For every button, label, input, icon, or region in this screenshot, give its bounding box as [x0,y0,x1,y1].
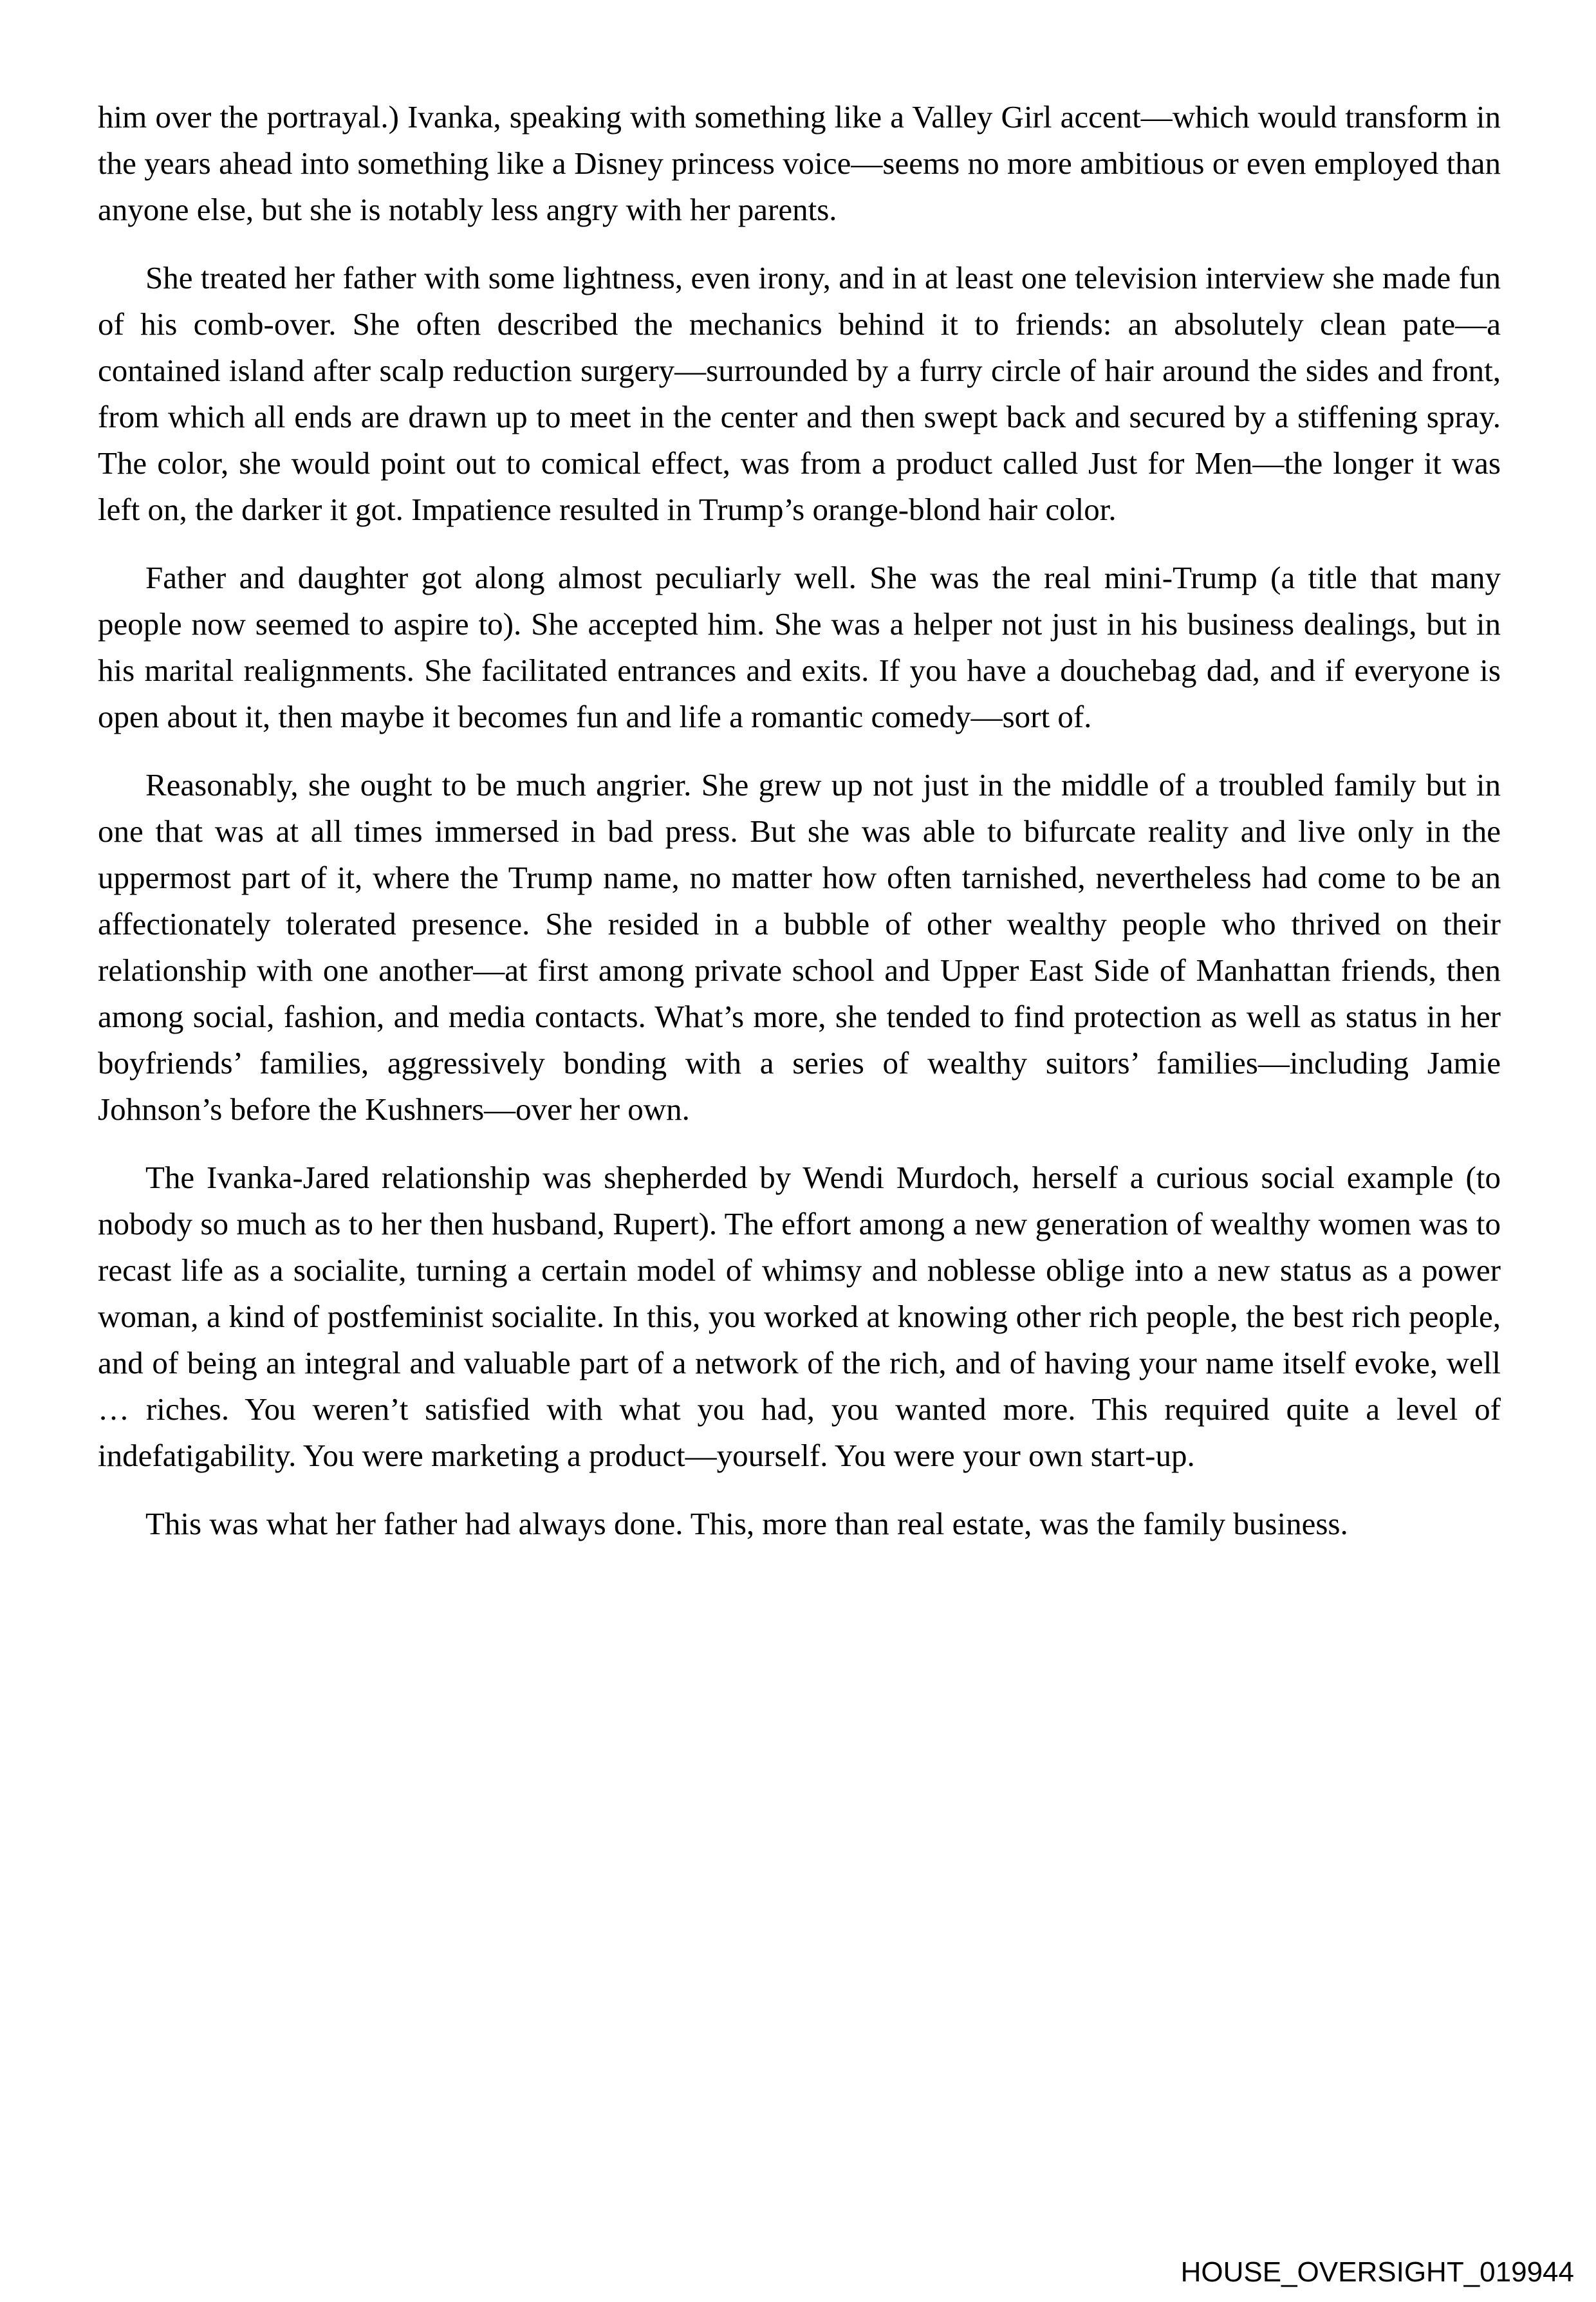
bates-stamp: HOUSE_OVERSIGHT_019944 [1180,2256,1574,2288]
paragraph: This was what her father had always done. This, more than real estate, was the family business. [145,1506,1348,1541]
body-text [98,94,1501,1569]
paragraph: him over the portrayal.) Ivanka, speaking with something like a Valley Girl accent—which would transform in the years ahead into something like a Disney princess voice—seems no more ambitious or even employed than anyone else, but she is notably less angry with her parents. [98,99,1501,227]
paragraph: She treated her father with some lightness, even irony, and in at least one television interview she made fun of his comb-over. She often described the mechanics behind it to friends: an absolutely clean pate—a contained island after scalp reduction surgery—surrounded by a furry circle of hair around the sides and front, from which all ends are drawn up to meet in the center and then swept back and secured by a stiffening spray. The color, she would point out to comical effect, was from a product called Just for Men—the longer it was left on, the darker it got. Impatience resulted in Trump’s orange-blond hair color. [98,260,1501,527]
paragraph: The Ivanka-Jared relationship was shepherded by Wendi Murdoch, herself a curious social example (to nobody so much as to her then husband, Rupert). The effort among a new generation of wealthy women was to recast life as a socialite, turning a certain model of whimsy and noblesse oblige into a new status as a power woman, a kind of postfeminist socialite. In this, you worked at knowing other rich people, the best rich people, and of being an integral and valuable part of a network of the rich, and of having your name itself evoke, well … riches. You weren’t satisfied with what you had, you wanted more. This required quite a level of indefatigability. You were marketing a product—yourself. You were your own start-up. [98,1160,1501,1473]
paragraph: Reasonably, she ought to be much angrier. She grew up not just in the middle of a troubled family but in one that was at all times immersed in bad press. But she was able to bifurcate reality and live only in the uppermost part of it, where the Trump name, no matter how often tarnished, nevertheless had come to be an affectionately tolerated presence. She resided in a bubble of other wealthy people who thrived on their relationship with one another—at first among private school and Upper East Side of Manhattan friends, then among social, fashion, and media contacts. What’s more, she tended to find protection as well as status in her boyfriends’ families, aggressively bonding with a series of wealthy suitors’ families—including Jamie Johnson’s before the Kushners—over her own. [98,767,1501,1127]
paragraph: Father and daughter got along almost peculiarly well. She was the real mini-Trump (a title that many people now seemed to aspire to). She accepted him. She was a helper not just in his business dealings, but in his marital realignments. She facilitated entrances and exits. If you have a douchebag dad, and if everyone is open about it, then maybe it becomes fun and life a romantic comedy—sort of. [98,560,1501,734]
